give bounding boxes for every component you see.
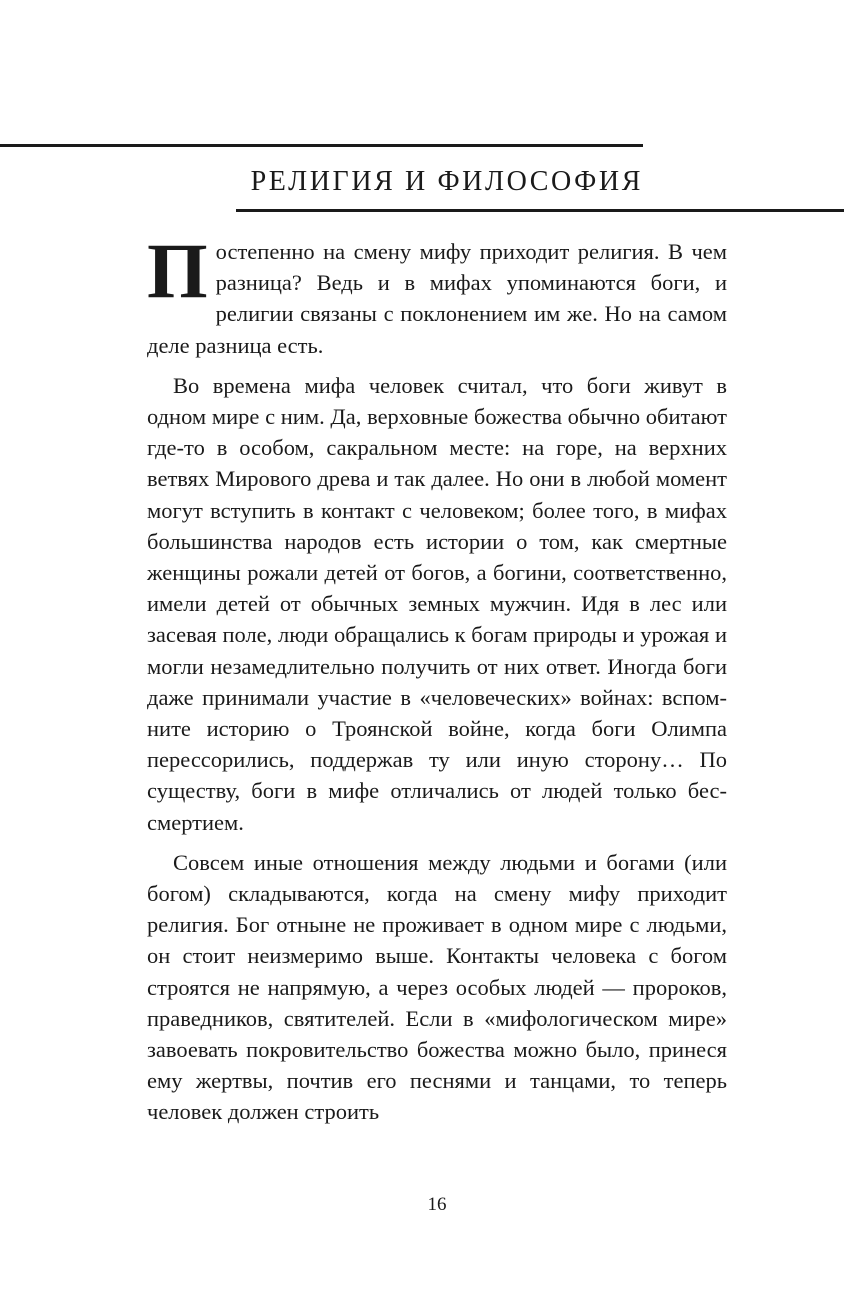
paragraph-1 <box>147 227 727 361</box>
paragraph-2: Во времена мифа человек считал, что боги живут в одном мире с ним. Да, верховные божества обычно обитают где-то в особом, сакральном месте: на горе, на верхних ветвях Мирового древа и так далее. Но они в любой момент могут вступить в контакт с человеком; более того, в мифах большинства народов есть истории о том, как смертные женщины рожали детей от богов, а богини, соответственно, имели детей от обычных земных мужчин. Идя в лес или засевая поле, люди обращались к богам природы и урожая и могли незамедлительно получить от них ответ. Иногда боги даже принимали участие в «человеческих» войнах: вспомните историю о Троянской войне, когда боги Олимпа перессорились, поддержав ту или иную сторону… По существу, боги в мифе отличались от людей только бессмертием. <box>147 372 727 835</box>
chapter-top-rule <box>0 144 643 147</box>
paragraph-3: Совсем иные отношения между людьми и богами (или богом) складываются, когда на смену мифу приходит религия. Бог отныне не проживает в одном мире с людьми, он стоит неизмеримо выше. Контакты человека с богом строятся не напрямую, а через особых людей — пророков, праведников, святителей. Если в «мифологическом мире» завоевать покровительство божества можно было, принеся ему жертвы, почтив его песнями и танцами, то теперь человек должен строить <box>147 849 727 1125</box>
page-number: 16 <box>427 1194 447 1215</box>
chapter-bottom-rule <box>236 209 844 212</box>
body-text <box>147 227 727 1137</box>
drop-cap: П <box>147 227 208 314</box>
chapter-title: РЕЛИГИЯ И ФИЛОСОФИЯ <box>250 166 643 197</box>
paragraph-1-text: остепенно на смену мифу приходит религия. В чем разница? Ведь и в мифах упоминаются боги, и религии связаны с поклонением им же. Но на самом деле разница есть. <box>147 239 727 358</box>
